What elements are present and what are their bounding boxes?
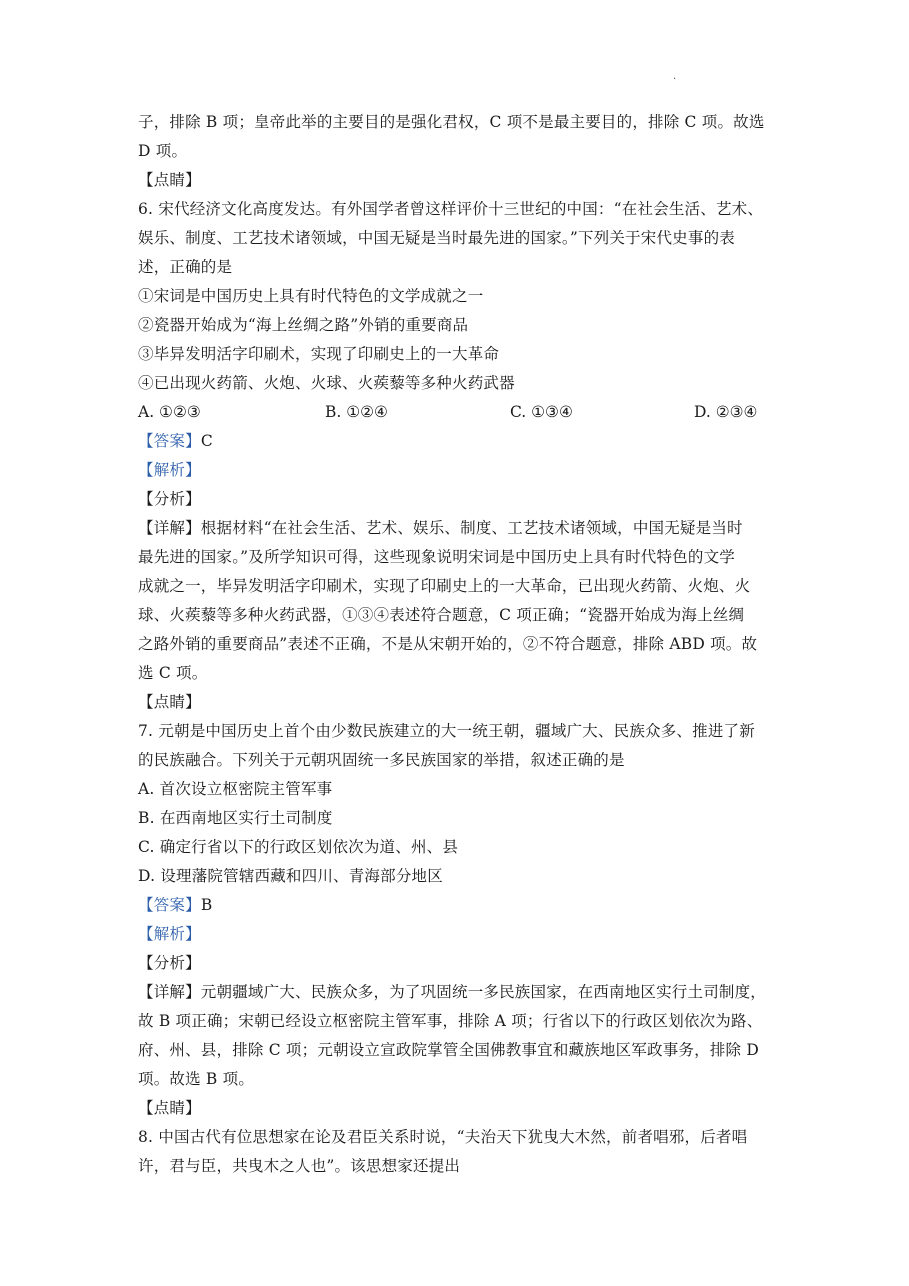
q8-stem-line: 许，君与臣，共曳木之人也”。该思想家还提出 [138,1157,461,1175]
q7-option-d: D. 设理藩院管辖西藏和四川、青海部分地区 [138,867,443,885]
q7-option-b: B. 在西南地区实行土司制度 [138,809,333,827]
q6-statement-1: ①宋词是中国历史上具有时代特色的文学成就之一 [138,287,484,305]
q6-detail-line: 之路外销的重要商品”表述不正确，不是从宋朝开始的，②不符合题意，排除 ABD 项。故 [138,635,758,653]
q6-statement-4: ④已出现火药箭、火炮、火球、火蒺藜等多种火药武器 [138,374,515,392]
q6-option-d: D. ②③④ [694,403,758,421]
q7-detail-line: 府、州、县，排除 C 项；元朝设立宣政院掌管全国佛教事宜和藏族地区军政事务，排除 D [138,1041,759,1059]
q7-dianjing-tag: 【点睛】 [138,1099,201,1117]
q6-jiexi-tag: 【解析】 [138,461,201,479]
q6-detail-line: 选 C 项。 [138,664,208,682]
q6-dianjing-tag: 【点睛】 [138,693,201,711]
q6-option-b: B. ①②④ [325,403,388,421]
q7-jiexi-tag: 【解析】 [138,925,201,943]
q6-options [138,398,778,427]
q6-detail-line: 【详解】根据材料“在社会生活、艺术、娱乐、制度、工艺技术诸领域，中国无疑是当时 [138,519,743,537]
q6-stem-line: 6. 宋代经济文化高度发达。有外国学者曾这样评价十三世纪的中国：“在社会生活、艺术、 [138,200,764,218]
q7-detail-line: 故 B 项正确；宋朝已经设立枢密院主管军事，排除 A 项；行省以下的行政区划依次为路、 [138,1012,763,1030]
q6-stem-line: 娱乐、制度、工艺技术诸领域，中国无疑是当时最先进的国家。”下列关于宋代史事的表 [138,229,735,247]
q6-option-a: A. ①②③ [138,403,201,421]
text-line: 子，排除 B 项；皇帝此举的主要目的是强化君权，C 项不是最主要目的，排除 C 项。故选 [138,113,765,131]
section-tag-dianjing: 【点睛】 [138,171,201,189]
q7-stem-line: 7. 元朝是中国历史上首个由少数民族建立的大一统王朝，疆域广大、民族众多、推进了新 [138,722,755,740]
q6-statement-2: ②瓷器开始成为“海上丝绸之路”外销的重要商品 [138,316,469,334]
q6-answer [138,427,778,456]
q6-statement-3: ③毕异发明活字印刷术，实现了印刷史上的一大革命 [138,345,500,363]
document-body [138,108,778,1181]
q6-detail-line: 最先进的国家。”及所学知识可得，这些现象说明宋词是中国历史上具有时代特色的文学 [138,548,735,566]
q6-fenxi-tag: 【分析】 [138,490,201,508]
q6-detail-line: 成就之一，毕异发明活字印刷术，实现了印刷史上的一大革命，已出现火药箭、火炮、火 [138,577,751,595]
q7-stem-line: 的民族融合。下列关于元朝巩固统一多民族国家的举措，叙述正确的是 [138,751,625,769]
q7-detail-line: 【详解】元朝疆域广大、民族众多，为了巩固统一多民族国家，在西南地区实行土司制度， [138,983,767,1001]
answer-value: C [200,432,213,450]
q8-stem-line: 8. 中国古代有位思想家在论及君臣关系时说，“夫治天下犹曳大木然，前者唱邪，后者唱 [138,1128,748,1146]
q6-detail-line: 球、火蒺藜等多种火药武器，①③④表述符合题意，C 项正确；“瓷器开始成为海上丝绸 [138,606,745,624]
q7-answer [138,891,778,920]
answer-tag: 【答案】 [138,432,201,450]
q7-detail-line: 项。故选 B 项。 [138,1070,255,1088]
q6-stem-line: 述，正确的是 [138,258,233,276]
answer-value: B [200,896,213,914]
q6-option-c: C. ①③④ [510,403,573,421]
page-mark: · [673,74,677,85]
q7-option-c: C. 确定行省以下的行政区划依次为道、州、县 [138,838,459,856]
text-line: D 项。 [138,142,188,160]
answer-tag: 【答案】 [138,896,201,914]
q7-option-a: A. 首次设立枢密院主管军事 [138,780,333,798]
q7-fenxi-tag: 【分析】 [138,954,201,972]
